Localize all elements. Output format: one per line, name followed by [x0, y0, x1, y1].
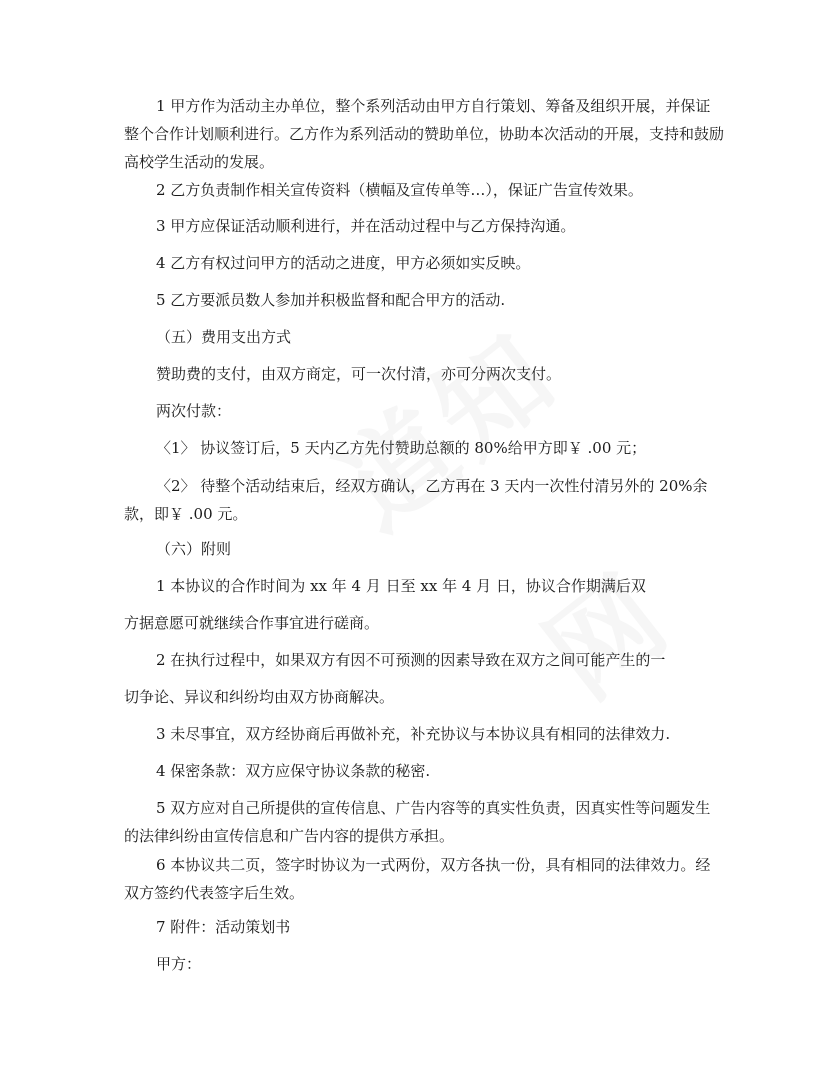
installment-2: 〈2〉 待整个活动结束后，经双方确认，乙方再在 3 天内一次性付清另外的 20%余款，即￥ .00 元。 — [124, 477, 708, 523]
supplementary-3: 3 未尽事宜，双方经协商后再做补充，补充协议与本协议具有相同的法律效力. — [156, 725, 671, 743]
supplementary-5-liability: 5 双方应对自己所提供的宣传信息、广告内容等的真实性负责，因真实性等问题发生的法律纠纷由宣传信息和广告内容的提供方承担。 — [124, 799, 711, 845]
payment-terms: 赞助费的支付，由双方商定，可一次付清，亦可分两次支付。 — [156, 365, 562, 383]
party-a-signature-label: 甲方： — [156, 955, 202, 973]
supplementary-2-line-1: 2 在执行过程中，如果双方有因不可预测的因素导致在双方之间可能产生的一 — [156, 651, 666, 669]
supplementary-1-line-2: 方据意愿可就继续合作事宜进行磋商。 — [124, 614, 380, 632]
clause-3-communication: 3 甲方应保证活动顺利进行，并在活动过程中与乙方保持沟通。 — [156, 217, 576, 235]
clause-1-organizer: 1 甲方作为活动主办单位，整个系列活动由甲方自行策划、筹备及组织开展，并保证整个合作计划顺利进行。乙方作为系列活动的赞助单位，协助本次活动的开展，支持和鼓励高校学生活动的发展。 — [124, 97, 725, 171]
clause-5-supervision: 5 乙方要派员数人参加并积极监督和配合甲方的活动. — [156, 291, 506, 309]
supplementary-7-attachment: 7 附件：活动策划书 — [156, 918, 291, 936]
supplementary-4-confidentiality: 4 保密条款：双方应保守协议条款的秘密. — [156, 762, 431, 780]
clause-2-publicity: 2 乙方负责制作相关宣传资料（横幅及宣传单等…），保证广告宣传效果。 — [156, 181, 643, 199]
supplementary-1-line-1: 1 本协议的合作时间为 xx 年 4 月 日至 xx 年 4 月 日，协议合作期满后双 — [156, 577, 646, 595]
section-heading-payment: （五）费用支出方式 — [156, 328, 292, 346]
section-heading-supplementary: （六）附则 — [156, 540, 232, 558]
supplementary-2-line-2: 切争论、异议和纠纷均由双方协商解决。 — [124, 688, 395, 706]
two-installments-label: 两次付款： — [156, 402, 232, 420]
clause-4-progress: 4 乙方有权过问甲方的活动之进度，甲方必须如实反映。 — [156, 254, 531, 272]
installment-1: 〈1〉 协议签订后，5 天内乙方先付赞助总额的 80%给甲方即￥ .00 元； — [156, 439, 647, 457]
supplementary-6-copies: 6 本协议共二页，签字时协议为一式两份，双方各执一份，具有相同的法律效力。经双方签约代表签字后生效。 — [124, 856, 711, 902]
